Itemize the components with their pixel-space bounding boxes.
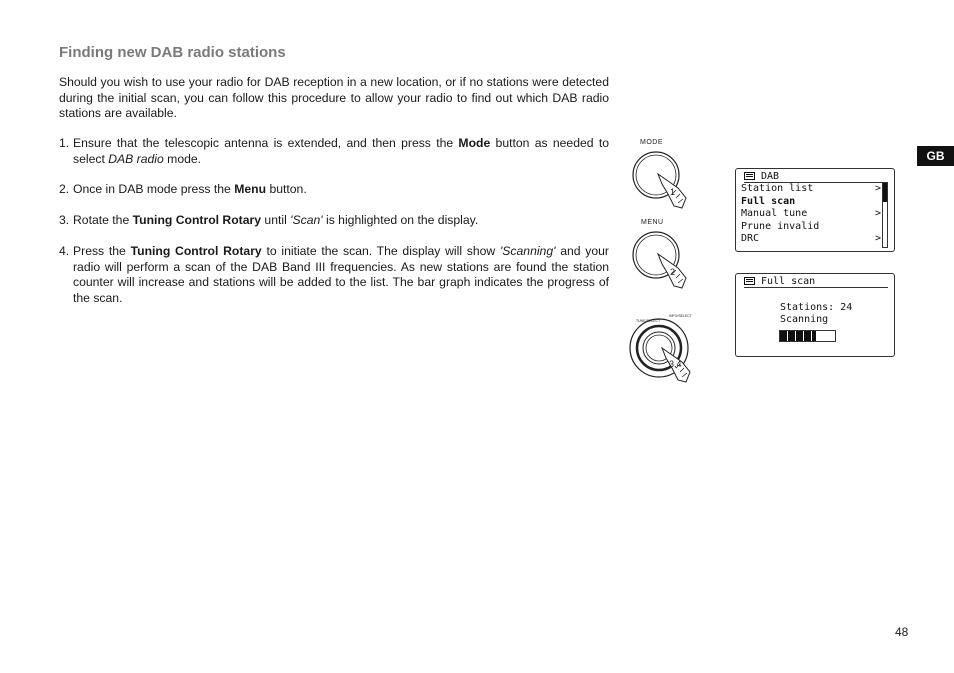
mode-button-press-icon [628, 150, 700, 212]
step-number: 3. [59, 213, 70, 227]
section-heading: Finding new DAB radio stations [59, 44, 286, 61]
svg-text:TUNE/SELECT: TUNE/SELECT [636, 319, 661, 323]
lcd-title: Full scan [761, 275, 816, 287]
scan-status: Scanning [780, 314, 829, 325]
scrollbar-thumb [883, 183, 887, 202]
scan-progress-bar [779, 330, 836, 342]
step-3: 3. Rotate the Tuning Control Rotary until 'Scan' is highlighted on the display. [59, 213, 479, 227]
menu-button-press-icon [628, 230, 700, 292]
lcd-dab-menu [735, 168, 895, 252]
lcd-full-scan [735, 273, 895, 357]
menu-knob-label: MENU [641, 219, 664, 226]
menu-item-manual-tune: Manual tune > [741, 208, 881, 219]
menu-item-drc: DRC > [741, 233, 881, 244]
step-1: 1. Ensure that the telescopic antenna is extended, and then press the Mode button as needed to select DAB radio mode. [59, 136, 609, 166]
scan-progress-fill [780, 331, 816, 341]
language-tab: GB [917, 146, 954, 166]
step-label: 3,4 [669, 359, 682, 369]
menu-item-full-scan: Full scan [741, 195, 796, 207]
step-2: 2. Once in DAB mode press the Menu button. [59, 182, 307, 196]
tuning-rotary-press-icon [626, 310, 706, 385]
step-4: 4. Press the Tuning Control Rotary to initiate the scan. The display will show 'Scanning' and your radio will perform a scan of the DAB Band III frequencies. As new stations are found the station counter will increase and stations will be added to the list. The bar graph indicates the progress of the scan. [59, 244, 609, 305]
step-number: 4. [59, 244, 70, 258]
lcd-title: DAB [761, 170, 780, 182]
step-number: 2. [59, 182, 70, 196]
lcd-title-bar [744, 170, 888, 183]
menu-scrollbar [882, 182, 888, 248]
step-number: 1. [59, 136, 70, 150]
page-number: 48 [895, 625, 909, 639]
mode-knob-label: MODE [640, 139, 663, 146]
svg-text:INFO/SELECT: INFO/SELECT [669, 314, 692, 318]
menu-item-prune-invalid: Prune invalid [741, 220, 820, 232]
menu-item-station-list: Station list > [741, 183, 881, 194]
menu-list-icon [744, 172, 755, 180]
intro-paragraph: Should you wish to use your radio for DAB reception in a new location, or if no stations were detected during the initial scan, you can follow this procedure to allow your radio to find out which DAB radio stations are available. [59, 75, 609, 120]
menu-list-icon [744, 277, 755, 285]
step-label: 2 [670, 267, 676, 277]
lcd-title-bar [744, 275, 888, 288]
step-label: 1 [670, 187, 676, 197]
station-counter: Stations: 24 [780, 302, 853, 313]
